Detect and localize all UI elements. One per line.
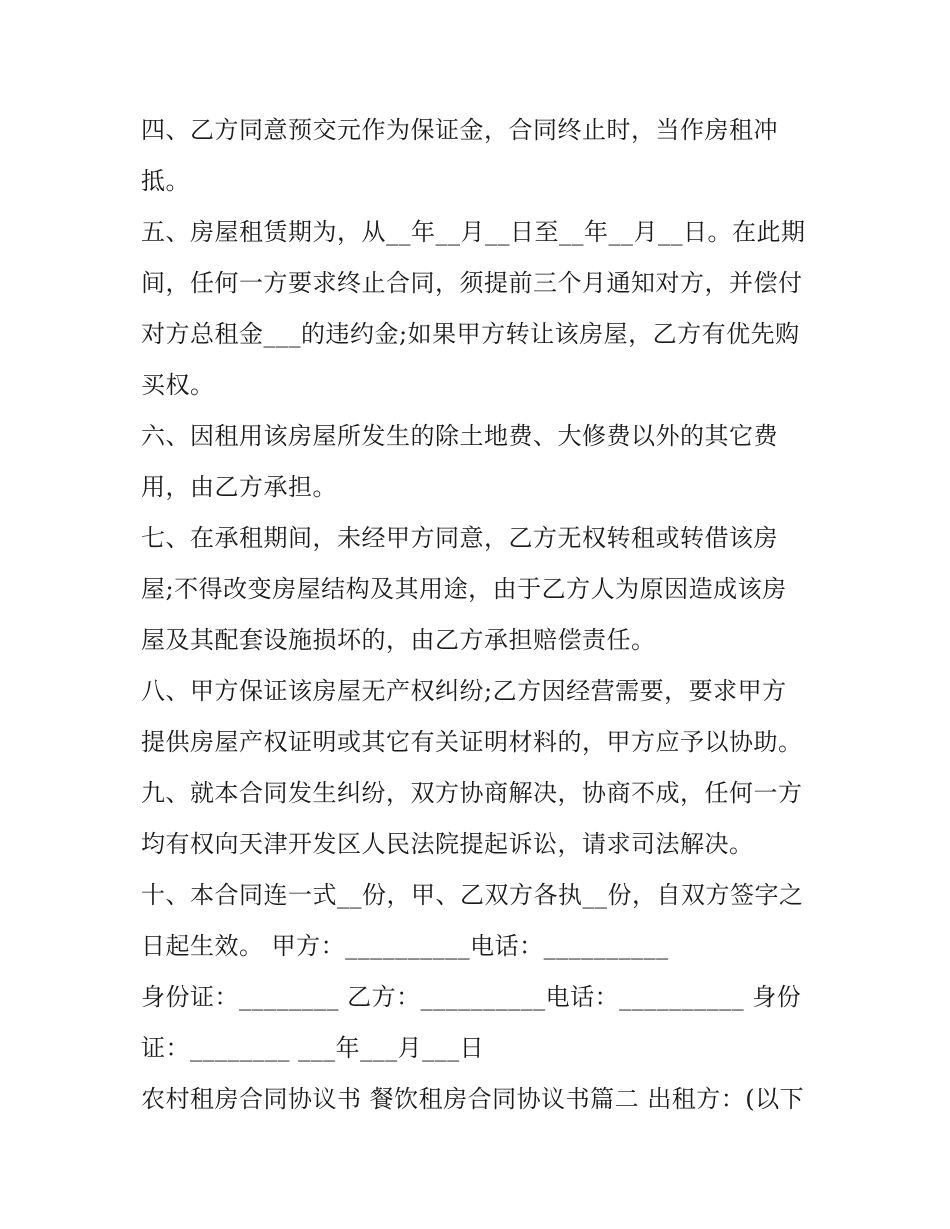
text-line: 抵。	[141, 167, 190, 195]
text-line: 对方总租金___的违约金;如果甲方转让该房屋，乙方有优先购	[141, 320, 800, 348]
text-line: 九、就本合同发生纠纷，双方协商解决，协商不成，任何一方	[141, 779, 803, 807]
text-line: 身份证：________ 乙方：__________电话：__________ 身份	[141, 983, 802, 1011]
text-line: 间，任何一方要求终止合同，须提前三个月通知对方，并偿付	[141, 269, 803, 297]
text-line: 屋;不得改变房屋结构及其用途，由于乙方人为原因造成该房	[141, 575, 787, 603]
text-line: 四、乙方同意预交元作为保证金，合同终止时，当作房租冲	[141, 116, 778, 144]
text-line: 证：________ ___年___月___日	[141, 1034, 485, 1062]
text-line: 八、甲方保证该房屋无产权纠纷;乙方因经营需要，要求甲方	[141, 677, 787, 705]
text-line: 买权。	[141, 371, 215, 399]
text-line: 农村租房合同协议书 餐饮租房合同协议书篇二 出租方：(以下	[141, 1085, 805, 1113]
text-line: 六、因租用该房屋所发生的除土地费、大修费以外的其它费	[141, 422, 778, 450]
document-body	[141, 105, 821, 1125]
text-line: 七、在承租期间，未经甲方同意，乙方无权转租或转借该房	[141, 524, 778, 552]
text-line: 均有权向天津开发区人民法院提起诉讼，请求司法解决。	[141, 830, 754, 858]
text-line: 屋及其配套设施损坏的，由乙方承担赔偿责任。	[141, 626, 656, 654]
text-line: 五、房屋租赁期为，从__年__月__日至__年__月__日。在此期	[141, 218, 806, 246]
text-line: 提供房屋产权证明或其它有关证明材料的，甲方应予以协助。	[141, 728, 803, 756]
text-line: 十、本合同连一式__份，甲、乙双方各执__份，自双方签字之	[141, 881, 804, 909]
text-line: 日起生效。 甲方：__________电话：__________	[141, 932, 669, 960]
text-line: 用，由乙方承担。	[141, 473, 337, 501]
